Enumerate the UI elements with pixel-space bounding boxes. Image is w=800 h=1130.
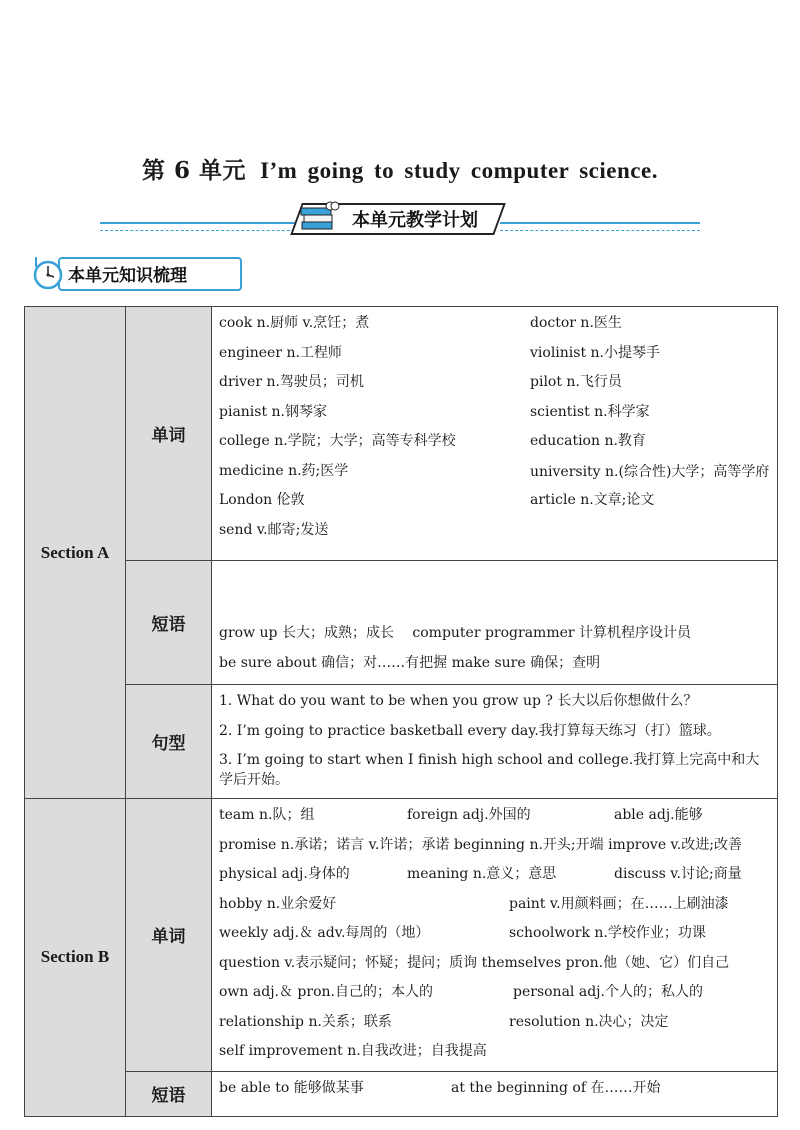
section-a-sentence-cell	[212, 685, 778, 799]
vocab-row	[219, 486, 771, 516]
vocab-item: send v.邮寄;发送	[219, 521, 329, 538]
vocab-item: scientist n.科学家	[530, 403, 650, 420]
vocab-row	[219, 919, 771, 949]
section-header-label: 本单元知识梳理	[68, 266, 187, 286]
vocab-row	[219, 801, 771, 831]
vocab-item: engineer n.工程师	[219, 344, 342, 361]
vocab-row	[219, 1008, 771, 1038]
vocab-item: resolution n.决心；决定	[509, 1013, 669, 1030]
vocab-item: cook n.厨师 v.烹饪；煮	[219, 315, 370, 331]
section-a-label: Section A	[25, 307, 126, 799]
vocab-row	[219, 860, 771, 890]
section-b-phrase-cell	[212, 1071, 778, 1116]
phrase-item: grow up 长大；成熟；成长 computer programmer 计算机程序设计员	[219, 625, 692, 641]
vocab-item: violinist n.小提琴手	[530, 344, 660, 361]
phrase-item: be able to 能够做某事	[219, 1079, 364, 1096]
section-b-vocab-row	[25, 799, 778, 1072]
vocab-row	[219, 516, 771, 546]
phrase-item: be sure about 确信；对……有把握 make sure 确保；查明	[219, 654, 601, 671]
vocab-item: doctor n.医生	[530, 315, 622, 331]
vocab-item: relationship n.关系；联系	[219, 1013, 392, 1030]
vocab-item: article n.文章;论文	[530, 492, 655, 508]
vocab-item: personal adj.个人的；私人的	[513, 984, 703, 1000]
vocab-item: pilot n.飞行员	[530, 374, 622, 390]
vocab-item: education n.教育	[530, 433, 646, 449]
section-b-vocab-cell	[212, 799, 778, 1072]
vocab-row	[219, 427, 771, 457]
banner-rule-right	[500, 222, 700, 231]
phrase-row	[219, 1074, 771, 1104]
vocab-item: physical adj.身体的	[219, 866, 350, 882]
vocab-row	[219, 457, 771, 487]
section-a-vocab-label: 单词	[126, 307, 212, 561]
vocab-item: own adj.＆ pron.自己的；本人的	[219, 984, 433, 1000]
section-b-phrase-row	[25, 1071, 778, 1116]
section-b-vocab-label: 单词	[126, 799, 212, 1072]
section-b-label: Section B	[25, 799, 126, 1117]
section-a-sentence-label: 句型	[126, 685, 212, 799]
section-a-sentence-row	[25, 685, 778, 799]
vocab-item: schoolwork n.学校作业；功课	[509, 925, 706, 941]
section-a-vocab-cell	[212, 307, 778, 561]
sentence-item: 2. I’m going to practice basketball every day.我打算每天练习（打）篮球。	[219, 722, 721, 739]
section-a-vocab-row	[25, 307, 778, 561]
clock-icon	[30, 255, 66, 291]
vocab-row	[219, 368, 771, 398]
section-a-phrase-label: 短语	[126, 561, 212, 685]
vocab-item: weekly adj.＆ adv.每周的（地）	[219, 925, 430, 941]
banner-label: 本单元教学计划	[352, 210, 478, 231]
vocab-item: college n.学院；大学；高等专科学校	[219, 433, 456, 449]
vocab-item: team n.队；组	[219, 807, 315, 823]
vocab-item: question v.表示疑问；怀疑；提问；质询 themselves pron.他（她、它）们自己	[219, 954, 730, 971]
unit-title: I’m going to study computer science.	[260, 158, 658, 183]
vocab-row	[219, 890, 771, 920]
vocab-row	[219, 309, 771, 339]
vocab-item: driver n.驾驶员；司机	[219, 374, 364, 390]
banner-rule-left	[100, 222, 310, 231]
vocab-item: paint v.用颜料画；在……上刷油漆	[509, 895, 729, 912]
vocab-item: medicine n.药;医学	[219, 462, 349, 479]
phrase-item: at the beginning of 在……开始	[451, 1079, 661, 1096]
section-a-phrase-cell	[212, 561, 778, 685]
books-icon	[296, 200, 340, 232]
vocab-item: discuss v.讨论;商量	[614, 866, 742, 882]
knowledge-table	[24, 306, 778, 1117]
teaching-plan-banner	[100, 200, 700, 236]
vocab-item: promise n.承诺；诺言 v.许诺；承诺 beginning n.开头;开端 improve v.改进;改善	[219, 836, 742, 853]
vocab-row	[219, 339, 771, 369]
vocab-row	[219, 398, 771, 428]
vocab-item: foreign adj.外国的	[407, 807, 531, 823]
vocab-item: self improvement n.自我改进；自我提高	[219, 1043, 487, 1059]
section-b-phrase-label: 短语	[126, 1071, 212, 1116]
unit-number: 第 6 单元	[142, 157, 247, 184]
sentence-item: 3. I’m going to start when I finish high school and college.我打算上完高中和大学后开始。	[219, 752, 760, 788]
vocab-item: able adj.能够	[614, 807, 703, 823]
vocab-item: London 伦敦	[219, 492, 305, 508]
vocab-item: meaning n.意义；意思	[407, 866, 557, 882]
vocab-item: university n.(综合性)大学；高等学府	[530, 463, 770, 480]
page-title	[0, 152, 800, 185]
knowledge-section-header	[30, 257, 215, 287]
section-a-phrase-row	[25, 561, 778, 685]
sentence-item: 1. What do you want to be when you grow up ? 长大以后你想做什么？	[219, 693, 698, 709]
vocab-item: hobby n.业余爱好	[219, 895, 337, 912]
vocab-row	[219, 978, 771, 1008]
vocab-item: pianist n.钢琴家	[219, 403, 328, 420]
